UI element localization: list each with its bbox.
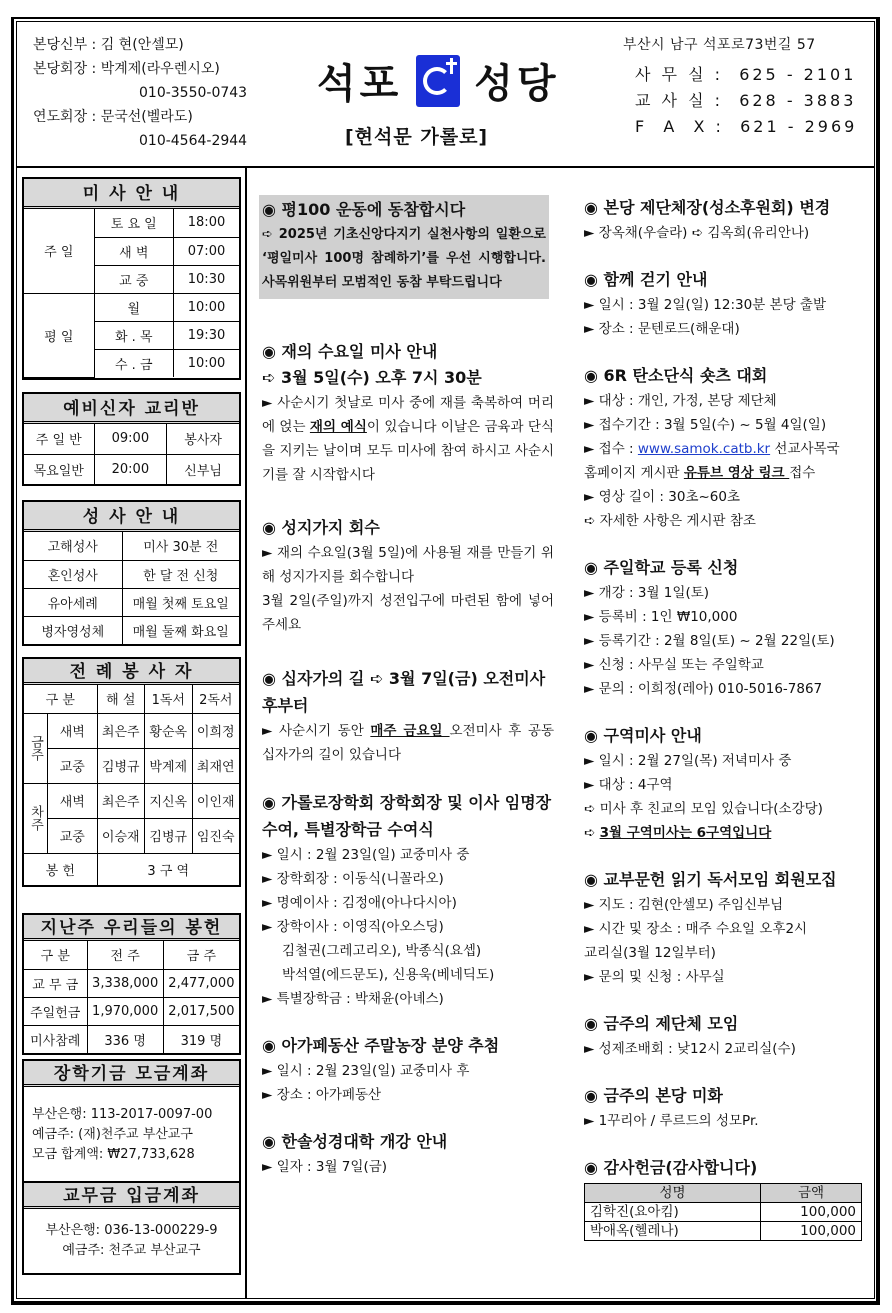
offering-type: 교 무 금 (24, 969, 87, 997)
notice-item: ► 명예이사 : 김정애(아나다시아) (262, 895, 457, 911)
mass-type: 새벽 (48, 783, 98, 818)
col-header: 구 분 (24, 685, 97, 713)
notices-right-column (584, 195, 864, 1263)
scholarship-account-box (22, 1059, 241, 1185)
notice-item: ► 신청 : 사무실 또는 주일학교 (584, 657, 764, 673)
catechist-chairman: 연도회장 : 문국선(벨라도) (33, 109, 193, 125)
notice-stations-of-cross (262, 665, 554, 767)
notice-ash-wednesday (262, 339, 554, 487)
col-header: 구 분 (24, 941, 87, 969)
notice-item: ► 등록기간 : 2월 8일(토) ~ 2월 22일(토) (584, 633, 835, 649)
mass-guide-box (22, 177, 241, 380)
catechumen-box (22, 392, 241, 486)
notice-item: ► 특별장학금 : 박채윤(아녜스) (262, 991, 444, 1007)
teacher-room-phone: 교 사 실 : 628 - 3883 (635, 91, 857, 110)
notice-title: ◉ 성지가지 회수 (262, 518, 380, 537)
mass-time: 10:00 (174, 349, 240, 377)
mass-time: 10:30 (174, 265, 240, 293)
notice-body: 3월 2일(주일)까지 성전입구에 마련된 함에 넣어주세요 (262, 593, 554, 633)
notice-item: ► 등록비 : 1인 ₩10,000 (584, 609, 738, 625)
notice-title: ◉ 구역미사 안내 (584, 726, 702, 745)
notice-item: ► 장옥채(우슬라) ➪ 김옥희(유리안나) (584, 225, 810, 241)
notice-item: ► 접수 : www.samok.catb.kr 선교사목국 (584, 441, 840, 457)
notice-title: ◉ 본당 제단체장(성소후원회) 변경 (584, 198, 831, 217)
offerings-title: 지난주 우리들의 봉헌 (24, 915, 239, 941)
sacraments-table (24, 532, 239, 644)
notice-title: ◉ 함께 걷기 안내 (584, 270, 708, 289)
sacrament-name: 혼인성사 (24, 560, 122, 588)
notice-item: ► 장소 : 아가페동산 (262, 1087, 382, 1103)
catechist-phone: 010-4564-2944 (139, 133, 248, 149)
patron-saint: [현석문 가롤로] (345, 126, 489, 148)
notice-item: ► 1꾸리아 / 루르드의 성모Pr. (584, 1113, 759, 1129)
notice-title: ◉ 교부문헌 읽기 독서모임 회원모집 (584, 870, 837, 889)
pastor: 본당신부 : 김 현(안셀모) (33, 37, 184, 53)
underlined-text: 3월 구역미사는 6구역입니다 (599, 825, 772, 841)
notice-shorts-contest (584, 363, 864, 533)
last-week-value: 336 명 (87, 1025, 163, 1053)
class-time: 09:00 (94, 424, 167, 454)
offering-type: 주일헌금 (24, 997, 87, 1025)
mass-time: 19:30 (174, 321, 240, 349)
notice-agape-farm (262, 1033, 554, 1107)
notice-item: 홈페이지 게시판 유튜브 영상 링크 접수 (584, 465, 816, 481)
mass-type: 교중 (48, 818, 98, 853)
sacrament-info: 미사 30분 전 (122, 532, 239, 560)
underlined-text: 유튜브 영상 링크 (683, 465, 790, 481)
account-holder: 예금주: (재)천주교 부산교구 (32, 1127, 193, 1142)
notice-body: ► 사순시기 동안 매주 금요일 오전미사 후 공동 십자가의 길이 있습니다 (262, 723, 554, 763)
notice-sunday-school (584, 555, 864, 701)
parish-logo-icon (416, 55, 460, 107)
col-header: 금 주 (163, 941, 239, 969)
notices-middle-column (262, 195, 554, 1201)
catechumen-title: 예비신자 교리반 (24, 394, 239, 424)
last-week-value: 1,970,000 (87, 997, 163, 1025)
chairman-phone: 010-3550-0743 (139, 85, 248, 101)
samok-website-link[interactable]: www.samok.catb.kr (637, 441, 771, 457)
sacrament-name: 유아세례 (24, 588, 122, 616)
next-week-label: 차주 (24, 783, 48, 853)
notice-group-meetings (584, 1011, 864, 1061)
parish-chairman: 본당회장 : 박계제(라우렌시오) (33, 61, 220, 77)
notice-title: ◉ 감사헌금(감사합니다) (584, 1158, 758, 1177)
notice-item: 박석열(에드문도), 신용욱(베네딕도) (282, 967, 495, 983)
sacrament-name: 병자영성체 (24, 616, 122, 644)
this-week-value: 319 명 (163, 1025, 239, 1053)
title-left: 석포 (317, 61, 403, 107)
office-phone: 사 무 실 : 625 - 2101 (635, 65, 857, 84)
thanksgiving-table (584, 1183, 862, 1241)
class-name: 목요일반 (24, 454, 94, 484)
mass-guide-title: 미 사 안 내 (24, 179, 239, 209)
notice-item: ➪ 자세한 사항은 게시판 참조 (584, 513, 756, 529)
bulletin-inner-frame (16, 21, 875, 1299)
sacrament-name: 고해성사 (24, 532, 122, 560)
reader-2: 최재연 (192, 748, 239, 783)
left-sidebar (17, 168, 247, 1298)
notice-title: ◉ 한솔성경대학 개강 안내 (262, 1132, 448, 1151)
notice-bible-college (262, 1129, 554, 1179)
mass-time: 10:00 (174, 293, 240, 321)
notice-leader-change (584, 195, 864, 245)
notice-subtitle: ➪ 3월 5일(수) 오후 7시 30분 (262, 368, 482, 387)
notice-title: ◉ 가롤로장학회 장학회장 및 이사 임명장 수여, 특별장학금 수여식 (262, 793, 552, 839)
notice-church-cleaning (584, 1083, 864, 1133)
notice-item: ► 지도 : 김현(안셀모) 주임신부님 (584, 897, 784, 913)
notice-reading-group (584, 867, 864, 989)
class-time: 20:00 (94, 454, 167, 484)
col-header: 금액 (761, 1184, 862, 1203)
bulletin-frame (11, 17, 880, 1305)
this-week-label: 금주 (24, 713, 48, 783)
col-header: 1독서 (145, 685, 193, 713)
parish-staff (33, 33, 247, 153)
class-teacher: 봉사자 (167, 424, 239, 454)
mass-day: 수 . 금 (94, 349, 174, 377)
this-week-value: 2,017,500 (163, 997, 239, 1025)
sunday-label: 주 일 (24, 209, 94, 293)
notice-title: ◉ 주일학교 등록 신청 (584, 558, 739, 577)
offerings-table (24, 941, 239, 1053)
underlined-text: 매주 금요일 (370, 723, 450, 739)
reader-2: 이인재 (192, 783, 239, 818)
notice-item: ► 영상 길이 : 30초~60초 (584, 489, 741, 505)
notice-district-mass (584, 723, 864, 845)
bulletin-header (17, 22, 874, 168)
notice-item: ► 장학회장 : 이동식(니꼴라오) (262, 871, 444, 887)
reader-1: 지신옥 (145, 783, 193, 818)
notice-item: ► 장소 : 문텐로드(해운대) (584, 321, 740, 337)
reader-1: 김병규 (145, 818, 193, 853)
contact-info (623, 34, 857, 140)
mass-day: 교 중 (94, 265, 174, 293)
servers-table (24, 685, 239, 885)
mass-time: 18:00 (174, 209, 240, 237)
class-teacher: 신부님 (167, 454, 239, 484)
mass-day: 토 요 일 (94, 209, 174, 237)
notice-item: ► 접수기간 : 3월 5일(수) ~ 5월 4일(일) (584, 417, 827, 433)
offering-label: 봉 헌 (24, 853, 97, 885)
notice-title: ◉ 십자가의 길 ➪ 3월 7일(금) 오전미사 후부터 (262, 669, 546, 715)
reader-1: 황순옥 (145, 713, 193, 748)
scholarship-title: 장학기금 모금계좌 (24, 1061, 239, 1087)
bank-account: 부산은행: 036-13-000229-9 (45, 1223, 218, 1238)
col-header: 해 설 (97, 685, 145, 713)
commentator: 최은주 (97, 783, 145, 818)
title-right: 성당 (474, 61, 560, 107)
notice-item: ► 일시 : 2월 23일(일) 교중미사 중 (262, 847, 470, 863)
notice-item: ➪ 미사 후 친교의 모임 있습니다(소강당) (584, 801, 823, 817)
notice-item: ► 대상 : 4구역 (584, 777, 673, 793)
mass-schedule-table (24, 209, 239, 378)
sacrament-info: 매월 둘째 화요일 (122, 616, 239, 644)
notice-item: ► 일시 : 3월 2일(일) 12:30분 본당 출발 (584, 297, 826, 313)
class-name: 주 일 반 (24, 424, 94, 454)
bank-account: 부산은행: 113-2017-0097-00 (32, 1107, 213, 1122)
donation-amount: 100,000 (761, 1203, 862, 1222)
notice-item: ► 개강 : 3월 1일(토) (584, 585, 710, 601)
servers-title: 전 례 봉 사 자 (24, 659, 239, 685)
commentator: 이승재 (97, 818, 145, 853)
notice-item: ► 시간 및 장소 : 매주 수요일 오후2시 (584, 921, 808, 937)
weekday-label: 평 일 (24, 293, 94, 377)
notice-weekday-mass-campaign (259, 195, 549, 299)
donor-name: 김학진(요아킴) (585, 1203, 761, 1222)
dues-account-box (22, 1181, 241, 1275)
notice-body: ► 사순시기 첫날로 미사 중에 재를 축복하여 머리에 얹는 재의 예식이 있습니다 이날은 금육과 단식을 지키는 날이며 모두 미사에 참여 하시고 사순시기를 잘 시작합시다 (262, 395, 554, 483)
mass-day: 새 벽 (94, 237, 174, 265)
underlined-text: 재의 예식 (309, 419, 367, 435)
notice-body: ➪ 2025년 기초신앙다지기 실천사항의 일환으로 ‘평일미사 100명 참례하기’를 우선 시행합니다. 사목위원부터 모범적인 동참 부탁드립니다 (262, 227, 546, 290)
liturgy-servers-box (22, 657, 241, 887)
catechumen-table (24, 424, 239, 484)
notice-body: ► 재의 수요일(3월 5일)에 사용될 재를 만들기 위해 성지가지를 회수합니다 (262, 545, 554, 585)
mass-day: 월 (94, 293, 174, 321)
notice-title: ◉ 6R 탄소단식 숏츠 대회 (584, 366, 768, 385)
offering-district: 3 구 역 (97, 853, 239, 885)
notice-item: ► 대상 : 개인, 가정, 본당 제단체 (584, 393, 777, 409)
account-holder: 예금주: 천주교 부산교구 (62, 1243, 201, 1258)
mass-time: 07:00 (174, 237, 240, 265)
col-header: 2독서 (192, 685, 239, 713)
donation-amount: 100,000 (761, 1222, 862, 1241)
this-week-value: 2,477,000 (163, 969, 239, 997)
offering-type: 미사참례 (24, 1025, 87, 1053)
notice-title: ◉ 재의 수요일 미사 안내 (262, 342, 438, 361)
scholarship-details (24, 1087, 239, 1183)
notice-scholarship-ceremony (262, 789, 554, 1011)
notice-item: ► 일자 : 3월 7일(금) (262, 1159, 388, 1175)
notice-title: ◉ 금주의 제단체 모임 (584, 1014, 739, 1033)
mass-type: 새벽 (48, 713, 98, 748)
sacrament-info: 한 달 전 신청 (122, 560, 239, 588)
notice-title: ◉ 평100 운동에 동참합시다 (262, 200, 466, 219)
notice-item: ► 일시 : 2월 23일(일) 교중미사 후 (262, 1063, 470, 1079)
commentator: 김병규 (97, 748, 145, 783)
sacraments-title: 성 사 안 내 (24, 502, 239, 532)
notice-item: 김철권(그레고리오), 박종식(요셉) (282, 943, 482, 959)
col-header: 전 주 (87, 941, 163, 969)
reader-2: 이희정 (192, 713, 239, 748)
reader-1: 박계제 (145, 748, 193, 783)
total-raised: 모금 합계액: ₩27,733,628 (32, 1147, 195, 1162)
notice-item: 교리실(3월 12일부터) (584, 945, 716, 961)
notice-item: ► 문의 : 이희정(레아) 010-5016-7867 (584, 681, 823, 697)
fax-number: F A X : 621 - 2969 (635, 117, 858, 136)
notice-item: ➪ 3월 구역미사는 6구역입니다 (584, 825, 772, 841)
notice-item: ► 문의 및 신청 : 사무실 (584, 969, 725, 985)
notice-thanksgiving-offering (584, 1155, 864, 1241)
sacraments-box (22, 500, 241, 646)
offerings-box (22, 913, 241, 1055)
parish-title (317, 52, 560, 109)
notice-item: ► 일시 : 2월 27일(목) 저녁미사 중 (584, 753, 792, 769)
mass-type: 교중 (48, 748, 98, 783)
notice-title: ◉ 아가페동산 주말농장 분양 추첨 (262, 1036, 500, 1055)
notice-palm-collection (262, 515, 554, 637)
mass-day: 화 . 목 (94, 321, 174, 349)
address: 부산시 남구 석포로73번길 57 (623, 37, 816, 53)
commentator: 최은주 (97, 713, 145, 748)
donor-name: 박애옥(헬레나) (585, 1222, 761, 1241)
col-header: 성명 (585, 1184, 761, 1203)
reader-2: 임진숙 (192, 818, 239, 853)
dues-title: 교무금 입금계좌 (24, 1183, 239, 1209)
notice-walk-together (584, 267, 864, 341)
notice-item: ► 장학이사 : 이영직(아오스딩) (262, 919, 444, 935)
last-week-value: 3,338,000 (87, 969, 163, 997)
notice-title: ◉ 금주의 본당 미화 (584, 1086, 723, 1105)
dues-details (24, 1209, 239, 1273)
sacrament-info: 매월 첫째 토요일 (122, 588, 239, 616)
notice-item: ► 성제조배회 : 낮12시 2교리실(수) (584, 1041, 796, 1057)
